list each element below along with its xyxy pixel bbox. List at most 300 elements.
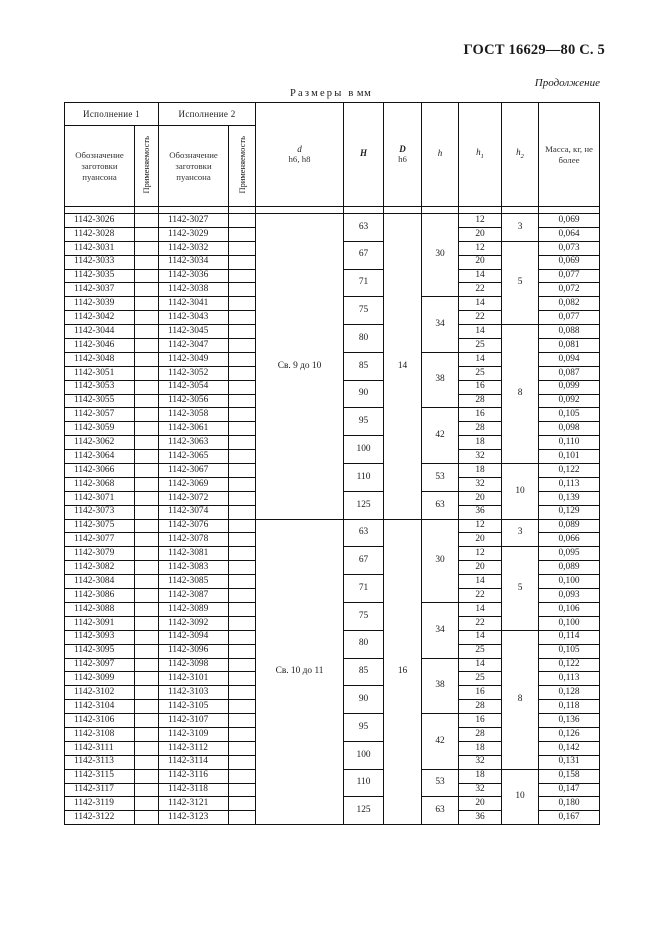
designation-2-cell: 1142-3098 [159,658,229,672]
applicability-2-cell [229,755,256,769]
H-cell: 110 [344,464,384,492]
designation-1-cell: 1142-3064 [65,450,135,464]
applicability-1-cell [135,686,159,700]
h-cell: 42 [422,714,459,770]
d-cell: Св. 9 до 10 [256,214,344,520]
designation-2-cell: 1142-3096 [159,644,229,658]
gap-cell [65,207,135,214]
table-row [65,214,600,228]
designation-1-cell: 1142-3093 [65,630,135,644]
header-h2-subscript: 2 [520,153,524,161]
designation-2-cell: 1142-3089 [159,602,229,616]
mass-cell: 0,066 [539,533,600,547]
h1-cell: 32 [459,755,502,769]
applicability-1-cell [135,366,159,380]
document-reference: ГОСТ 16629—80 С. 5 [463,42,605,58]
designation-2-cell: 1142-3034 [159,255,229,269]
applicability-2-cell [229,227,256,241]
mass-cell: 0,113 [539,672,600,686]
H-cell: 71 [344,575,384,603]
h1-cell: 14 [459,658,502,672]
H-cell: 90 [344,686,384,714]
mass-cell: 0,122 [539,464,600,478]
h1-cell: 20 [459,491,502,505]
applicability-1-cell [135,714,159,728]
D-cell: 16 [384,519,422,825]
designation-1-cell: 1142-3086 [65,589,135,603]
H-cell: 71 [344,269,384,297]
applicability-1-cell [135,450,159,464]
applicability-1-cell [135,325,159,339]
designation-2-cell: 1142-3052 [159,366,229,380]
designation-2-cell: 1142-3112 [159,741,229,755]
dimensions-table [64,102,600,825]
header-H-symbol: H [360,148,368,159]
h1-cell: 20 [459,533,502,547]
h1-cell: 12 [459,214,502,228]
header-h2-symbol [516,147,524,161]
applicability-1-cell [135,741,159,755]
mass-cell: 0,098 [539,422,600,436]
header-D-symbol: D [399,143,406,154]
designation-1-cell: 1142-3084 [65,575,135,589]
mass-cell: 0,126 [539,727,600,741]
gap-cell [229,207,256,214]
h-cell: 38 [422,658,459,714]
designation-1-cell: 1142-3046 [65,339,135,353]
mass-cell: 0,094 [539,352,600,366]
designation-1-cell: 1142-3073 [65,505,135,519]
mass-cell: 0,095 [539,547,600,561]
applicability-2-cell [229,464,256,478]
header-h2-letter: h [516,147,521,158]
designation-2-cell: 1142-3069 [159,477,229,491]
H-cell: 67 [344,241,384,269]
mass-cell: 0,131 [539,755,600,769]
header-h1-subscript: 1 [480,153,484,161]
applicability-1-cell [135,783,159,797]
applicability-1-cell [135,589,159,603]
header-applicability-1 [135,126,159,207]
header-designation-2: Обозначение заготовки пуансона [159,126,229,207]
header-applicability-2-text: Применяемость [236,135,247,194]
header-d-tolerance: h6, h8 [288,153,311,164]
sizes-caption [290,88,371,99]
mass-cell: 0,158 [539,769,600,783]
applicability-2-cell [229,325,256,339]
applicability-1-cell [135,311,159,325]
mass-cell: 0,105 [539,644,600,658]
h1-cell: 22 [459,311,502,325]
H-cell: 95 [344,714,384,742]
designation-2-cell: 1142-3036 [159,269,229,283]
h-cell: 30 [422,214,459,297]
continuation-label: Продолжение [534,77,600,89]
gap-cell [384,207,422,214]
H-cell: 80 [344,630,384,658]
designation-2-cell: 1142-3056 [159,394,229,408]
applicability-1-cell [135,811,159,825]
applicability-1-cell [135,283,159,297]
applicability-1-cell [135,547,159,561]
applicability-1-cell [135,241,159,255]
applicability-1-cell [135,658,159,672]
mass-cell: 0,077 [539,311,600,325]
h1-cell: 16 [459,380,502,394]
applicability-2-cell [229,519,256,533]
applicability-2-cell [229,380,256,394]
designation-1-cell: 1142-3108 [65,727,135,741]
designation-2-cell: 1142-3121 [159,797,229,811]
designation-2-cell: 1142-3049 [159,352,229,366]
mass-cell: 0,167 [539,811,600,825]
gap-cell [422,207,459,214]
H-cell: 100 [344,436,384,464]
mass-cell: 0,081 [539,339,600,353]
h1-cell: 20 [459,561,502,575]
h2-cell: 5 [502,241,539,324]
h1-cell: 22 [459,589,502,603]
applicability-1-cell [135,408,159,422]
designation-1-cell: 1142-3057 [65,408,135,422]
applicability-2-cell [229,811,256,825]
applicability-1-cell [135,727,159,741]
mass-cell: 0,114 [539,630,600,644]
applicability-1-cell [135,505,159,519]
designation-1-cell: 1142-3028 [65,227,135,241]
designation-1-cell: 1142-3115 [65,769,135,783]
designation-1-cell: 1142-3075 [65,519,135,533]
H-cell: 63 [344,214,384,242]
header-h-symbol: h [437,148,443,159]
designation-2-cell: 1142-3038 [159,283,229,297]
designation-2-cell: 1142-3043 [159,311,229,325]
applicability-2-cell [229,727,256,741]
designation-2-cell: 1142-3058 [159,408,229,422]
h1-cell: 20 [459,255,502,269]
header-h [422,103,459,207]
h1-cell: 36 [459,811,502,825]
h1-cell: 20 [459,797,502,811]
h2-cell: 8 [502,325,539,464]
designation-1-cell: 1142-3033 [65,255,135,269]
mass-cell: 0,099 [539,380,600,394]
designation-2-cell: 1142-3061 [159,422,229,436]
H-cell: 80 [344,325,384,353]
designation-2-cell: 1142-3067 [159,464,229,478]
applicability-2-cell [229,658,256,672]
mass-cell: 0,077 [539,269,600,283]
applicability-1-cell [135,519,159,533]
mass-cell: 0,101 [539,450,600,464]
designation-2-cell: 1142-3107 [159,714,229,728]
designation-1-cell: 1142-3097 [65,658,135,672]
H-cell: 110 [344,769,384,797]
designation-2-cell: 1142-3085 [159,575,229,589]
header-H [344,103,384,207]
table-body [65,214,600,825]
mass-cell: 0,147 [539,783,600,797]
designation-1-cell: 1142-3082 [65,561,135,575]
d-cell: Св. 10 до 11 [256,519,344,825]
gap-cell [256,207,344,214]
applicability-1-cell [135,491,159,505]
applicability-2-cell [229,769,256,783]
applicability-2-cell [229,561,256,575]
mass-cell: 0,069 [539,214,600,228]
designation-1-cell: 1142-3062 [65,436,135,450]
h1-cell: 28 [459,727,502,741]
applicability-1-cell [135,380,159,394]
applicability-2-cell [229,477,256,491]
designation-2-cell: 1142-3123 [159,811,229,825]
mass-cell: 0,105 [539,408,600,422]
table-header [65,103,600,214]
mass-cell: 0,128 [539,686,600,700]
h2-cell: 5 [502,547,539,630]
applicability-2-cell [229,547,256,561]
designation-2-cell: 1142-3065 [159,450,229,464]
mass-cell: 0,139 [539,491,600,505]
designation-2-cell: 1142-3032 [159,241,229,255]
mass-cell: 0,087 [539,366,600,380]
H-cell: 95 [344,408,384,436]
designation-2-cell: 1142-3078 [159,533,229,547]
designation-1-cell: 1142-3079 [65,547,135,561]
designation-1-cell: 1142-3088 [65,602,135,616]
mass-cell: 0,100 [539,575,600,589]
applicability-1-cell [135,630,159,644]
applicability-2-cell [229,283,256,297]
designation-1-cell: 1142-3111 [65,741,135,755]
designation-2-cell: 1142-3083 [159,561,229,575]
h-cell: 38 [422,352,459,408]
applicability-2-cell [229,422,256,436]
D-cell: 14 [384,214,422,520]
table-row [65,519,600,533]
h1-cell: 22 [459,283,502,297]
applicability-1-cell [135,436,159,450]
applicability-2-cell [229,491,256,505]
applicability-1-cell [135,394,159,408]
header-designation-1: Обозначение заготовки пуансона [65,126,135,207]
applicability-2-cell [229,352,256,366]
designation-1-cell: 1142-3117 [65,783,135,797]
h1-cell: 18 [459,464,502,478]
H-cell: 85 [344,658,384,686]
applicability-2-cell [229,505,256,519]
designation-1-cell: 1142-3102 [65,686,135,700]
h1-cell: 25 [459,366,502,380]
applicability-2-cell [229,630,256,644]
mass-cell: 0,118 [539,700,600,714]
applicability-1-cell [135,616,159,630]
h2-cell: 3 [502,214,539,242]
applicability-2-cell [229,589,256,603]
designation-2-cell: 1142-3101 [159,672,229,686]
mass-cell: 0,069 [539,255,600,269]
designation-2-cell: 1142-3114 [159,755,229,769]
h1-cell: 32 [459,783,502,797]
h1-cell: 14 [459,630,502,644]
h1-cell: 18 [459,769,502,783]
h-cell: 42 [422,408,459,464]
mass-cell: 0,113 [539,477,600,491]
designation-1-cell: 1142-3031 [65,241,135,255]
h1-cell: 28 [459,394,502,408]
h-cell: 63 [422,797,459,825]
mass-cell: 0,089 [539,561,600,575]
applicability-2-cell [229,783,256,797]
designation-2-cell: 1142-3041 [159,297,229,311]
designation-1-cell: 1142-3122 [65,811,135,825]
applicability-2-cell [229,311,256,325]
h1-cell: 16 [459,714,502,728]
applicability-1-cell [135,755,159,769]
designation-2-cell: 1142-3045 [159,325,229,339]
applicability-1-cell [135,561,159,575]
header-D-tolerance: h6 [398,153,407,164]
applicability-1-cell [135,464,159,478]
applicability-2-cell [229,436,256,450]
h1-cell: 14 [459,269,502,283]
applicability-2-cell [229,602,256,616]
sizes-caption-text: Размеры [290,88,344,99]
h1-cell: 12 [459,547,502,561]
applicability-2-cell [229,700,256,714]
gap-cell [539,207,600,214]
mass-cell: 0,089 [539,519,600,533]
gap-cell [344,207,384,214]
designation-2-cell: 1142-3029 [159,227,229,241]
designation-2-cell: 1142-3076 [159,519,229,533]
mass-cell: 0,136 [539,714,600,728]
header-h1 [459,103,502,207]
header-d-symbol: d [297,143,302,154]
applicability-2-cell [229,616,256,630]
designation-1-cell: 1142-3053 [65,380,135,394]
mass-cell: 0,072 [539,283,600,297]
designation-1-cell: 1142-3037 [65,283,135,297]
mass-cell: 0,106 [539,602,600,616]
applicability-2-cell [229,575,256,589]
H-cell: 100 [344,741,384,769]
designation-2-cell: 1142-3094 [159,630,229,644]
applicability-1-cell [135,422,159,436]
mass-cell: 0,082 [539,297,600,311]
applicability-1-cell [135,672,159,686]
mass-cell: 0,093 [539,589,600,603]
H-cell: 90 [344,380,384,408]
designation-2-cell: 1142-3027 [159,214,229,228]
designation-2-cell: 1142-3087 [159,589,229,603]
h1-cell: 32 [459,450,502,464]
applicability-2-cell [229,714,256,728]
applicability-1-cell [135,297,159,311]
applicability-2-cell [229,644,256,658]
h1-cell: 22 [459,616,502,630]
h1-cell: 14 [459,325,502,339]
applicability-2-cell [229,339,256,353]
h1-cell: 14 [459,575,502,589]
header-gap-row [65,207,600,214]
designation-1-cell: 1142-3091 [65,616,135,630]
designation-1-cell: 1142-3035 [65,269,135,283]
h-cell: 34 [422,602,459,658]
designation-1-cell: 1142-3039 [65,297,135,311]
applicability-1-cell [135,575,159,589]
applicability-1-cell [135,255,159,269]
h1-cell: 36 [459,505,502,519]
applicability-1-cell [135,477,159,491]
applicability-2-cell [229,297,256,311]
header-d [256,103,344,207]
applicability-1-cell [135,700,159,714]
applicability-2-cell [229,366,256,380]
applicability-2-cell [229,672,256,686]
applicability-2-cell [229,533,256,547]
designation-2-cell: 1142-3047 [159,339,229,353]
gap-cell [135,207,159,214]
h1-cell: 18 [459,741,502,755]
h1-cell: 25 [459,644,502,658]
h-cell: 53 [422,464,459,492]
designation-1-cell: 1142-3055 [65,394,135,408]
h1-cell: 12 [459,519,502,533]
h1-cell: 14 [459,297,502,311]
H-cell: 67 [344,547,384,575]
mass-cell: 0,110 [539,436,600,450]
mass-cell: 0,092 [539,394,600,408]
designation-1-cell: 1142-3059 [65,422,135,436]
mass-cell: 0,088 [539,325,600,339]
h1-cell: 14 [459,352,502,366]
h-cell: 63 [422,491,459,519]
applicability-1-cell [135,797,159,811]
designation-2-cell: 1142-3105 [159,700,229,714]
applicability-1-cell [135,602,159,616]
h-cell: 53 [422,769,459,797]
H-cell: 85 [344,352,384,380]
applicability-1-cell [135,269,159,283]
h1-cell: 12 [459,241,502,255]
applicability-2-cell [229,686,256,700]
designation-1-cell: 1142-3077 [65,533,135,547]
designation-1-cell: 1142-3071 [65,491,135,505]
h1-cell: 25 [459,672,502,686]
designation-1-cell: 1142-3026 [65,214,135,228]
designation-1-cell: 1142-3066 [65,464,135,478]
header-version-1: Исполнение 1 [65,103,159,126]
designation-1-cell: 1142-3106 [65,714,135,728]
h1-cell: 25 [459,339,502,353]
applicability-2-cell [229,741,256,755]
designation-2-cell: 1142-3092 [159,616,229,630]
h1-cell: 14 [459,602,502,616]
designation-1-cell: 1142-3095 [65,644,135,658]
designation-2-cell: 1142-3103 [159,686,229,700]
designation-1-cell: 1142-3051 [65,366,135,380]
mass-cell: 0,073 [539,241,600,255]
h-cell: 30 [422,519,459,602]
mass-cell: 0,129 [539,505,600,519]
mass-cell: 0,100 [539,616,600,630]
H-cell: 125 [344,797,384,825]
gap-cell [159,207,229,214]
header-version-2: Исполнение 2 [159,103,256,126]
designation-2-cell: 1142-3116 [159,769,229,783]
designation-1-cell: 1142-3113 [65,755,135,769]
